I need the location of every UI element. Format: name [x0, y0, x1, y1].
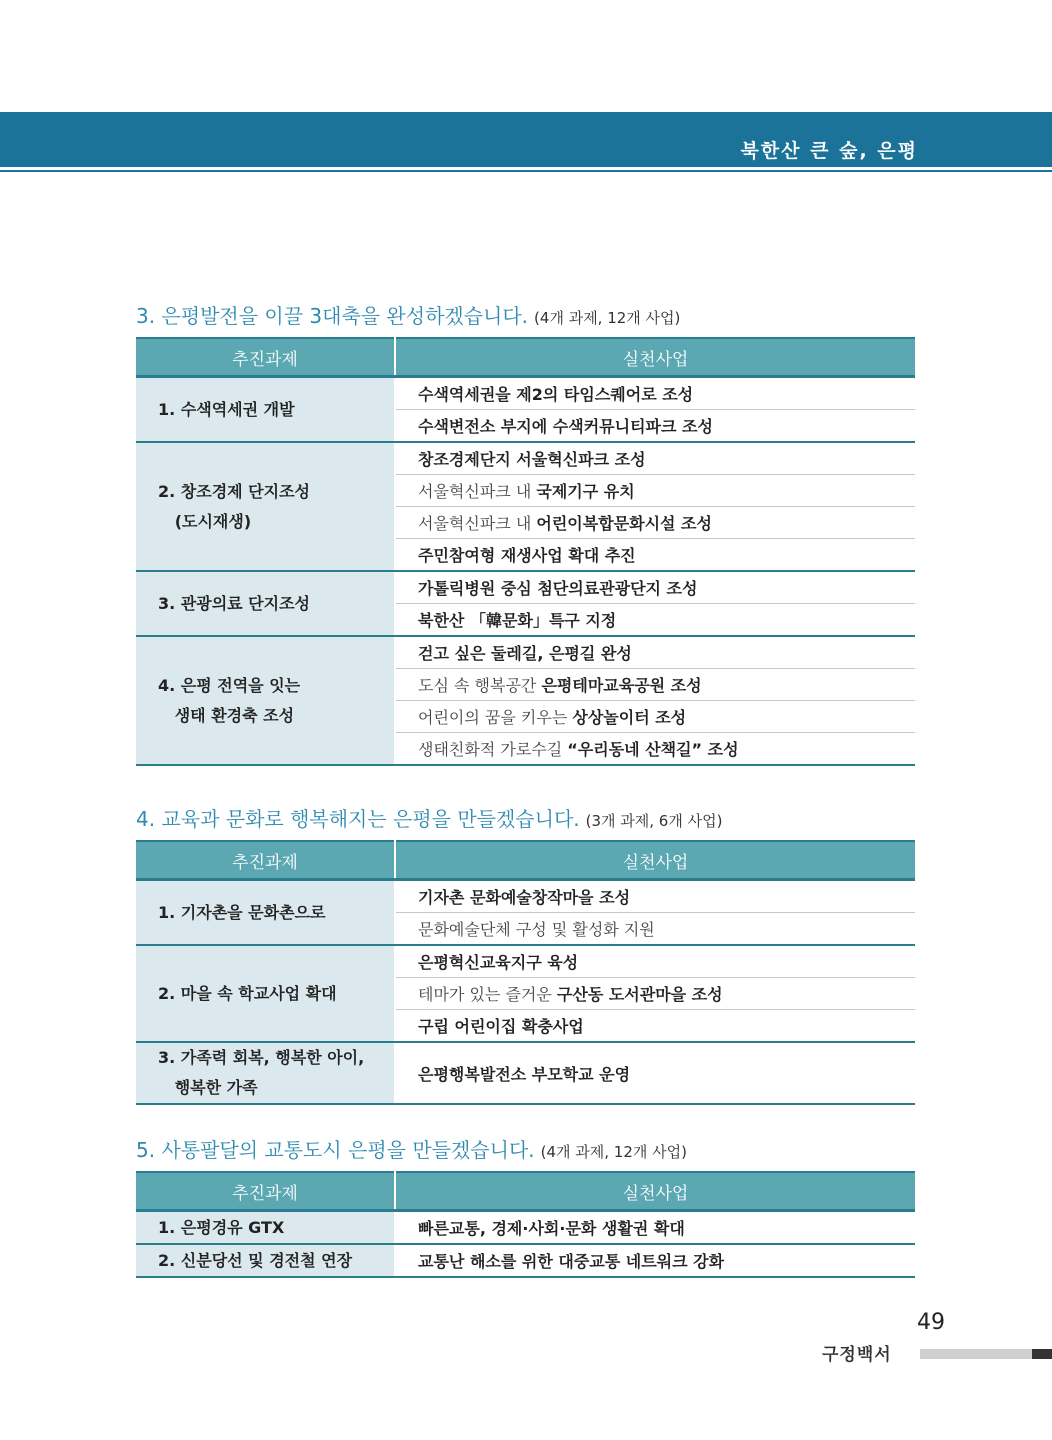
column-header-project: 실천사업 [395, 1172, 915, 1211]
table-header-row [136, 338, 915, 377]
task-label: 1. 기자촌을 문화촌으로 [158, 902, 326, 922]
footer-label: 구정백서 [822, 1345, 892, 1365]
task-label: 생태 환경축 조성 [158, 705, 295, 725]
project-cell [395, 571, 915, 604]
section-title: 4. 교육과 문화로 행복해지는 은평을 만들겠습니다. [136, 807, 580, 831]
plan-table [136, 1171, 915, 1278]
project-emphasis: 가톨릭병원 중심 첨단의료관광단지 조성 [418, 579, 698, 598]
project-cell [395, 1244, 915, 1277]
task-label: 4. 은평 전역을 잇는 [158, 675, 301, 695]
header-title: 북한산 큰 숲, 은평 [740, 140, 918, 162]
project-emphasis: 은평행복발전소 부모학교 운영 [418, 1064, 631, 1084]
table-row [136, 1211, 915, 1245]
task-cell [136, 1042, 395, 1104]
table-header-row [136, 1172, 915, 1211]
task-cell [136, 880, 395, 946]
project-cell [395, 880, 915, 913]
task-label: 3. 관광의료 단지조성 [158, 593, 310, 613]
task-label: (도시재생) [158, 511, 252, 531]
task-label: 2. 마을 속 학교사업 확대 [158, 983, 337, 1003]
project-emphasis: 창조경제단지 서울혁신파크 조성 [418, 450, 646, 469]
task-cell [136, 1244, 395, 1277]
column-header-task: 추진과제 [136, 338, 395, 377]
section-subtitle: (4개 과제, 12개 사업) [540, 1143, 687, 1161]
project-emphasis: 국제기구 유치 [536, 482, 635, 501]
project-cell [395, 442, 915, 475]
project-emphasis: “우리동네 산책길” 조성 [567, 740, 739, 759]
project-emphasis: 구립 어린이집 확충사업 [418, 1017, 584, 1036]
project-emphasis: 빠른교통, 경제·사회·문화 생활권 확대 [418, 1219, 685, 1238]
section-heading [136, 803, 722, 832]
section-subtitle: (4개 과제, 12개 사업) [534, 309, 681, 327]
table-row [136, 1244, 915, 1277]
table-row [136, 377, 915, 410]
project-emphasis: 걷고 싶은 둘레길, 은평길 완성 [418, 644, 632, 663]
column-header-task: 추진과제 [136, 841, 395, 880]
project-cell [395, 475, 915, 507]
task-label: 행복한 가족 [158, 1078, 258, 1097]
table-row [136, 880, 915, 913]
project-prefix: 테마가 있는 즐거운 [418, 985, 557, 1004]
table-row [136, 571, 915, 604]
task-cell [136, 571, 395, 636]
project-cell [395, 604, 915, 637]
project-emphasis: 은평테마교육공원 조성 [541, 676, 702, 695]
task-cell [136, 377, 395, 443]
task-label: 2. 신분당선 및 경전철 연장 [158, 1250, 353, 1270]
project-emphasis: 구산동 도서관마을 조성 [556, 985, 723, 1004]
project-cell [395, 1010, 915, 1043]
section-title: 3. 은평발전을 이끌 3대축을 완성하겠습니다. [136, 304, 529, 328]
project-cell [395, 636, 915, 669]
column-header-task: 추진과제 [136, 1172, 395, 1211]
table-row [136, 442, 915, 475]
project-emphasis: 수색역세권을 제2의 타임스퀘어로 조성 [418, 385, 694, 404]
project-cell [395, 733, 915, 766]
project-emphasis: 기자촌 문화예술창작마을 조성 [418, 888, 631, 907]
project-cell [395, 377, 915, 410]
task-label: 1. 수색역세권 개발 [158, 399, 295, 419]
task-cell [136, 442, 395, 571]
project-prefix: 생태친화적 가로수길 [418, 740, 568, 759]
project-prefix: 문화예술단체 구성 및 활성화 지원 [418, 920, 655, 939]
project-cell [395, 539, 915, 572]
project-cell [395, 410, 915, 443]
project-emphasis: 수색변전소 부지에 수색커뮤니티파크 조성 [418, 417, 713, 436]
plan-table [136, 840, 915, 1105]
plan-table [136, 337, 915, 766]
column-header-project: 실천사업 [395, 841, 915, 880]
project-emphasis: 교통난 해소를 위한 대중교통 네트워크 강화 [418, 1252, 725, 1271]
task-cell [136, 636, 395, 765]
table-row [136, 945, 915, 978]
table-row [136, 636, 915, 669]
footer-bar-end [1032, 1349, 1052, 1359]
header-rule [0, 170, 1052, 172]
project-prefix: 어린이의 꿈을 키우는 [418, 708, 573, 727]
project-cell [395, 945, 915, 978]
section-heading [136, 300, 680, 329]
project-cell [395, 1211, 915, 1245]
project-cell [395, 978, 915, 1010]
project-prefix: 서울혁신파크 내 [418, 514, 537, 533]
project-emphasis: 어린이복합문화시설 조성 [536, 514, 712, 533]
table-row [136, 1042, 915, 1104]
task-label: 3. 가족력 회복, 행복한 아이, [158, 1048, 365, 1067]
page-number: 49 [917, 1310, 945, 1335]
project-prefix: 서울혁신파크 내 [418, 482, 537, 501]
task-cell [136, 945, 395, 1042]
project-emphasis: 주민참여형 재생사업 확대 추진 [418, 546, 636, 565]
column-header-project: 실천사업 [395, 338, 915, 377]
project-emphasis: 은평혁신교육지구 육성 [418, 953, 579, 972]
project-cell [395, 913, 915, 946]
task-cell [136, 1211, 395, 1245]
project-prefix: 도심 속 행복공간 [418, 676, 542, 695]
project-cell [395, 1042, 915, 1104]
project-cell [395, 669, 915, 701]
task-label: 1. 은평경유 GTX [158, 1217, 285, 1237]
footer-bar [920, 1349, 1032, 1359]
project-cell [395, 701, 915, 733]
project-emphasis: 상상놀이터 조성 [572, 708, 687, 727]
section-heading [136, 1134, 687, 1163]
project-emphasis: 북한산 「韓문화」특구 지정 [418, 611, 617, 630]
task-label: 2. 창조경제 단지조성 [158, 481, 310, 501]
section-subtitle: (3개 과제, 6개 사업) [585, 812, 723, 830]
section-title: 5. 사통팔달의 교통도시 은평을 만들겠습니다. [136, 1138, 535, 1162]
project-cell [395, 507, 915, 539]
table-header-row [136, 841, 915, 880]
